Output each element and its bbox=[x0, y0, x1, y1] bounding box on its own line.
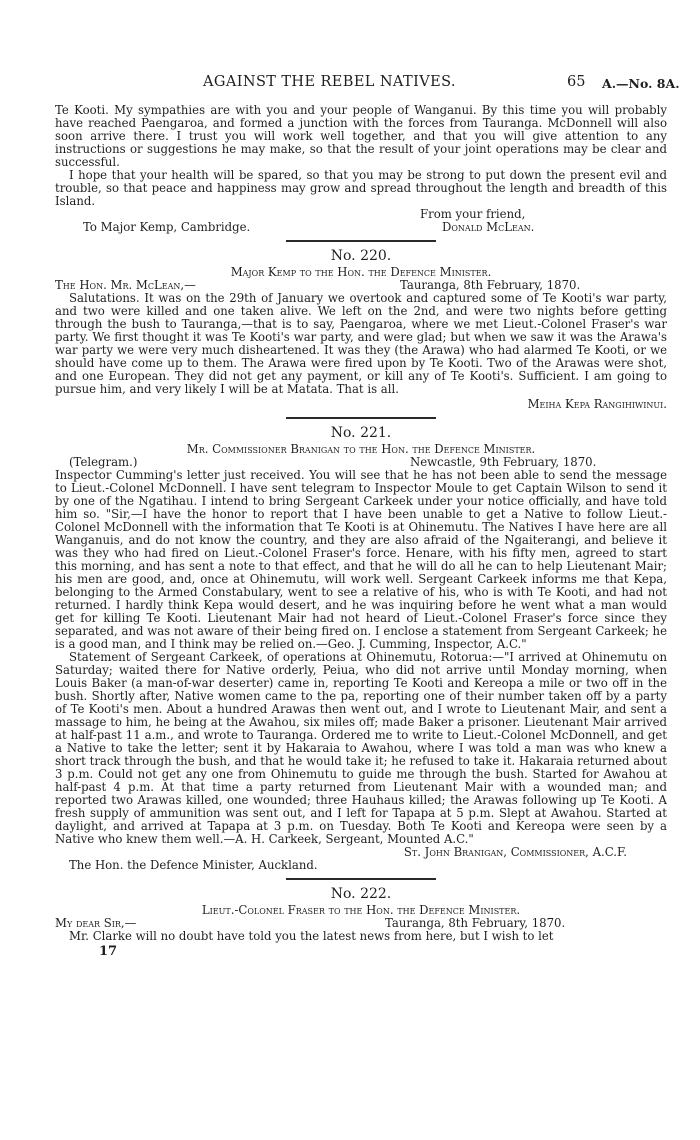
document-heading: Mr. Commissioner Branigan to the Hon. the Defence Minister. bbox=[186, 442, 536, 456]
paragraph: Statement of Sergeant Carkeek, of operations at Ohinemutu, Rotorua:—"I arrived at Ohinemutu on Saturday; waited there for Native orderly, Peiua, who did not arrive until Monday morning, when Louis Baker (a man-of-war deserter) came in, reporting Te Kooti and Kereopa a mile or two off in the bush. Shortly after, Native women came to the pa, reporting one of their number taken off by a party of Te Kooti's men. About a hundred Arawas then went out, and I wrote to Lieutenant Mair, and sent a massage to him, he being at the Awahou, six miles off; made Baker a prisoner. Lieutenant Mair arrived at half-past 11 a.m., and wrote to Tauranga. Ordered me to write to Lieut.-Colonel McDonnell, and get a Native to take the letter; sent it by Hakaraia to Awahou, where I was told a man was who knew a short track through the bush, and that he would take it; he refused to take it. Hakaraia returned about 3 p.m. Could not get any one from Ohinemutu to guide me through the bush. Started for Awahou at half-past 4 p.m. At that time a party returned from Lieutenant Mair with a wounded man; and reported two Arawas killed, one wounded; three Hauhaus killed; the Arawas following up Te Kooti. A fresh supply of ammunition was sent out, and I left for Tapapa at 5 p.m. Slept at Awahou. Started at daylight, and arrived at Tapapa at 3 p.m. on Tuesday. Both Te Kooti and Kereopa were seen by a Native who knew them well.—A. H. Carkeek, Sergeant, Mounted A.C." bbox=[55, 650, 667, 846]
addressee: To Major Kemp, Cambridge. bbox=[83, 220, 251, 234]
paragraph: I hope that your health will be spared, so that you may be strong to put down the present evil and trouble, so that peace and happiness may grow and spread throughout the length and breadth of this Island. bbox=[55, 168, 667, 208]
signature: Meiha Kepa Rangihiwinui. bbox=[527, 397, 667, 411]
document-number: No. 222. bbox=[330, 886, 392, 902]
salutation: The Hon. Mr. McLean,— bbox=[55, 278, 196, 292]
place-date: Tauranga, 8th February, 1870. bbox=[400, 278, 581, 292]
document-number: No. 220. bbox=[330, 248, 392, 264]
closing: From your friend, bbox=[420, 207, 526, 221]
document-reference: A.—No. 8A. bbox=[602, 76, 680, 91]
document-heading: Major Kemp to the Hon. the Defence Minister. bbox=[230, 265, 492, 279]
running-title: AGAINST THE REBEL NATIVES. bbox=[203, 74, 456, 90]
place-date: Tauranga, 8th February, 1870. bbox=[385, 916, 566, 930]
page-body bbox=[55, 104, 667, 958]
letter-continuation bbox=[55, 104, 667, 234]
document-220 bbox=[55, 248, 667, 411]
addressee-row bbox=[55, 221, 667, 234]
divider-rule bbox=[286, 240, 436, 242]
page-header bbox=[55, 74, 680, 94]
telegram-row bbox=[55, 456, 667, 469]
signature: Donald McLean. bbox=[442, 220, 535, 234]
divider-rule bbox=[286, 417, 436, 419]
divider-rule bbox=[286, 878, 436, 880]
signature-mark: 17 bbox=[99, 944, 118, 959]
paragraph: Mr. Clarke will no doubt have told you the latest news from here, but I wish to let bbox=[69, 929, 554, 943]
document-221 bbox=[55, 425, 667, 872]
salutation-row bbox=[55, 917, 667, 930]
salutation-row bbox=[55, 279, 667, 292]
paragraph: Salutations. It was on the 29th of January we overtook and captured some of Te Kooti's war party, and two were killed and one taken alive. We left on the 2nd, and were two nights before getting through the bush to Tauranga,—that is to say, Paengaroa, where we met Lieut.-Colonel Fraser's war party. We first thought it was Te Kooti's war party, and were glad; but when we saw it was the Arawa's war party we were very much disheartened. It was they (the Arawa) who had alarmed Te Kooti, or we should have come up to them. The Arawa were fired upon by Te Kooti. Two of the Arawas were shot, and one European. They did not get any payment, or kill any of Te Kooti's. Sufficient. I am going to pursue him, and very likely I will be at Matata. That is all. bbox=[55, 291, 667, 396]
salutation: My dear Sir,— bbox=[55, 916, 137, 930]
telegram-label: (Telegram.) bbox=[69, 455, 138, 469]
document-heading: Lieut.-Colonel Fraser to the Hon. the Defence Minister. bbox=[201, 903, 521, 917]
document-number: No. 221. bbox=[330, 425, 392, 441]
page-number: 65 bbox=[567, 74, 586, 90]
paragraph: Te Kooti. My sympathies are with you and your people of Wanganui. By this time you will probably have reached Paengaroa, and formed a junction with the forces from Tauranga. McDonnell will also soon arrive there. I trust you will work well together, and that you will give attention to any instructions or suggestions he may make, so that the result of your joint operations may be clear and successful. bbox=[55, 103, 667, 169]
paragraph: Inspector Cumming's letter just received. You will see that he has not been able to send the message to Lieut.-Colonel McDonnell. I have sent telegram to Inspector Moule to get Captain Wilson to send it by one of the Ngatihau. I intend to bring Sergeant Carkeek under your notice officially, and have told him so. "Sir,—I have the honor to report that I have been unable to get a Native to follow Lieut.-Colonel McDonnell with the information that Te Kooti is at Ohinemutu. The Natives I have here are all Wanganuis, and do not know the country, and they are also afraid of the Ngaiterangi, and believe it was they who had fired on Lieut.-Colonel Fraser's force. Henare, with his fifty men, agreed to start this morning, and has sent a note to that effect, and that he will do all he can to help Lieutenant Mair; his men are good, and, once at Ohinemutu, will work well. Sergeant Carkeek informs me that Kepa, belonging to the Armed Constabulary, went to see a relative of his, who is with Te Kooti, and had not returned. I hardly think Kepa would desert, and he was inquiring before he went what a man would get for killing Te Kooti. Lieutenant Mair had not heard of Lieut.-Colonel Fraser's force since they separated, and was not aware of their being fired on. I enclose a statement from Sergeant Carkeek; he is a good man, and I think may be relied on.—Geo. J. Cumming, Inspector, A.C." bbox=[55, 468, 667, 651]
document-222 bbox=[55, 886, 667, 943]
signature: St. John Branigan, Commissioner, A.C.F. bbox=[403, 845, 627, 859]
addressee: The Hon. the Defence Minister, Auckland. bbox=[69, 858, 318, 872]
place-date: Newcastle, 9th February, 1870. bbox=[410, 455, 597, 469]
